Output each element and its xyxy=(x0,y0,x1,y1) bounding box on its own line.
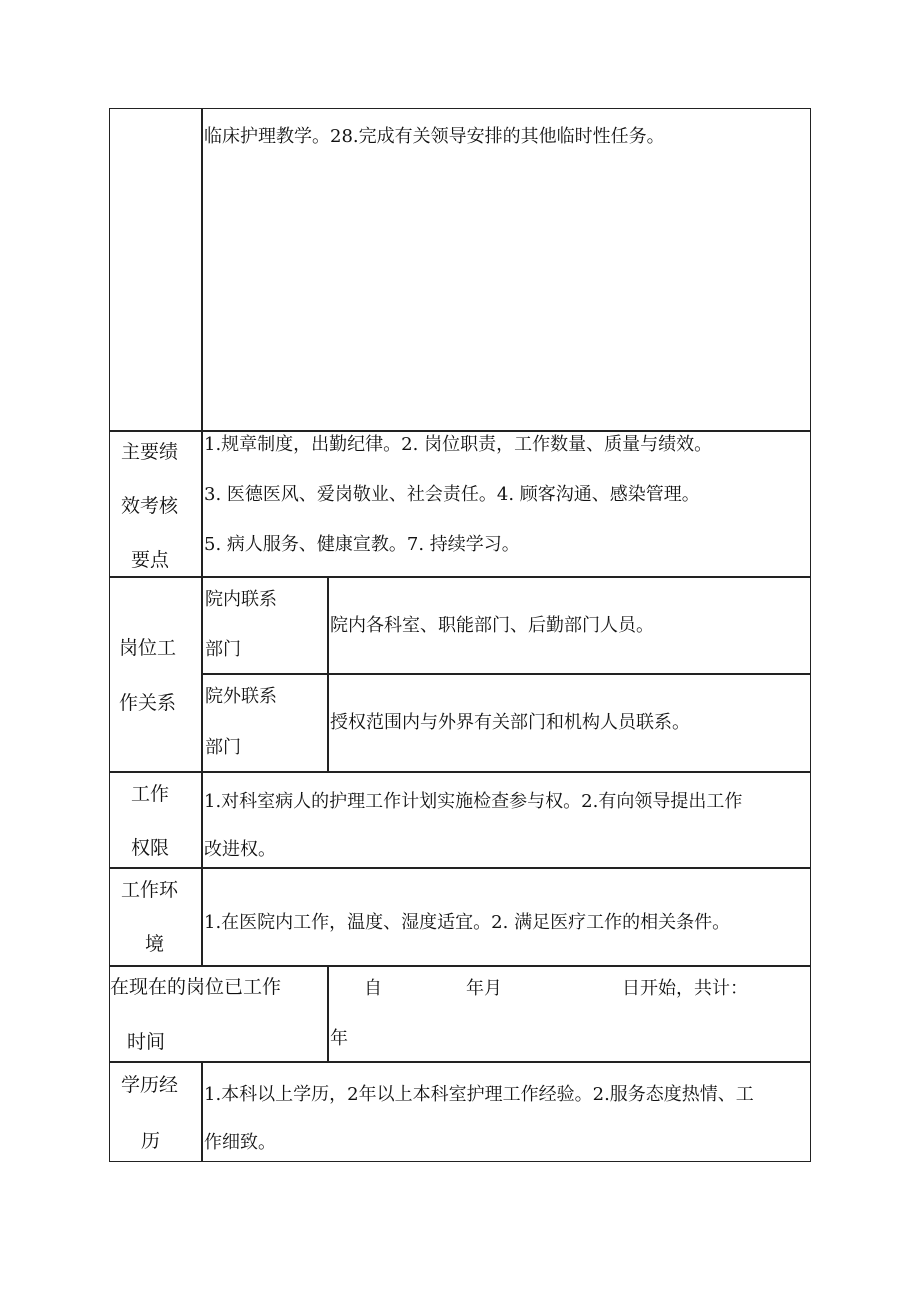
performance-label-line: 效考核 xyxy=(121,495,179,517)
tenure-year: 年 xyxy=(330,1028,348,1049)
relations-label-line: 作关系 xyxy=(119,692,177,714)
environment-label-line: 境 xyxy=(145,933,165,955)
column-divider xyxy=(327,576,329,771)
external-contact-label: 院外联系 xyxy=(205,686,277,707)
internal-contact-value: 院内各科室、职能部门、后勤部门人员。 xyxy=(330,615,654,636)
performance-item: 1.规章制度，出勤纪律。2. 岗位职责，工作数量、质量与绩效。 xyxy=(204,434,713,455)
performance-label-line: 主要绩 xyxy=(121,441,179,463)
duties-text: 临床护理教学。28.完成有关领导安排的其他临时性任务。 xyxy=(204,126,665,147)
row-divider xyxy=(202,673,811,675)
external-contact-label: 部门 xyxy=(205,737,241,758)
authority-text: 1.对科室病人的护理工作计划实施检查参与权。2.有向领导提出工作 xyxy=(204,791,743,812)
education-label-line: 历 xyxy=(141,1130,161,1152)
column-divider xyxy=(201,1061,203,1162)
row-divider xyxy=(109,867,811,869)
performance-item: 3. 医德医风、爱岗敬业、社会责任。4. 顾客沟通、感染管理。 xyxy=(204,484,700,505)
authority-label-line: 权限 xyxy=(131,837,170,859)
education-label-line: 学历经 xyxy=(121,1074,179,1096)
tenure-from: 自 xyxy=(364,978,382,999)
environment-text: 1.在医院内工作，温度、湿度适宜。2. 满足医疗工作的相关条件。 xyxy=(204,912,731,933)
education-text: 1.本科以上学历，2年以上本科室护理工作经验。2.服务态度热情、工 xyxy=(204,1084,754,1105)
tenure-label-line: 时间 xyxy=(127,1031,166,1053)
performance-item: 5. 病人服务、健康宣教。7. 持续学习。 xyxy=(204,534,520,555)
tenure-label-line: 在现在的岗位已工作 xyxy=(110,976,282,998)
authority-text: 改进权。 xyxy=(204,839,276,860)
column-divider xyxy=(327,965,329,1061)
internal-contact-label: 院内联系 xyxy=(205,589,277,610)
tenure-year-month: 年月 xyxy=(466,978,502,999)
education-text: 作细致。 xyxy=(204,1132,276,1153)
tenure-day-start: 日开始，共计： xyxy=(622,978,748,999)
performance-label-line: 要点 xyxy=(131,549,170,571)
column-divider xyxy=(201,108,203,965)
environment-label-line: 工作环 xyxy=(121,879,179,901)
row-divider xyxy=(109,771,811,773)
authority-label-line: 工作 xyxy=(131,783,170,805)
row-divider xyxy=(109,965,811,967)
row-divider xyxy=(109,576,811,578)
row-divider xyxy=(109,430,811,432)
external-contact-value: 授权范围内与外界有关部门和机构人员联系。 xyxy=(330,712,690,733)
row-divider xyxy=(109,1061,811,1063)
internal-contact-label: 部门 xyxy=(205,639,241,660)
relations-label-line: 岗位工 xyxy=(119,637,177,659)
